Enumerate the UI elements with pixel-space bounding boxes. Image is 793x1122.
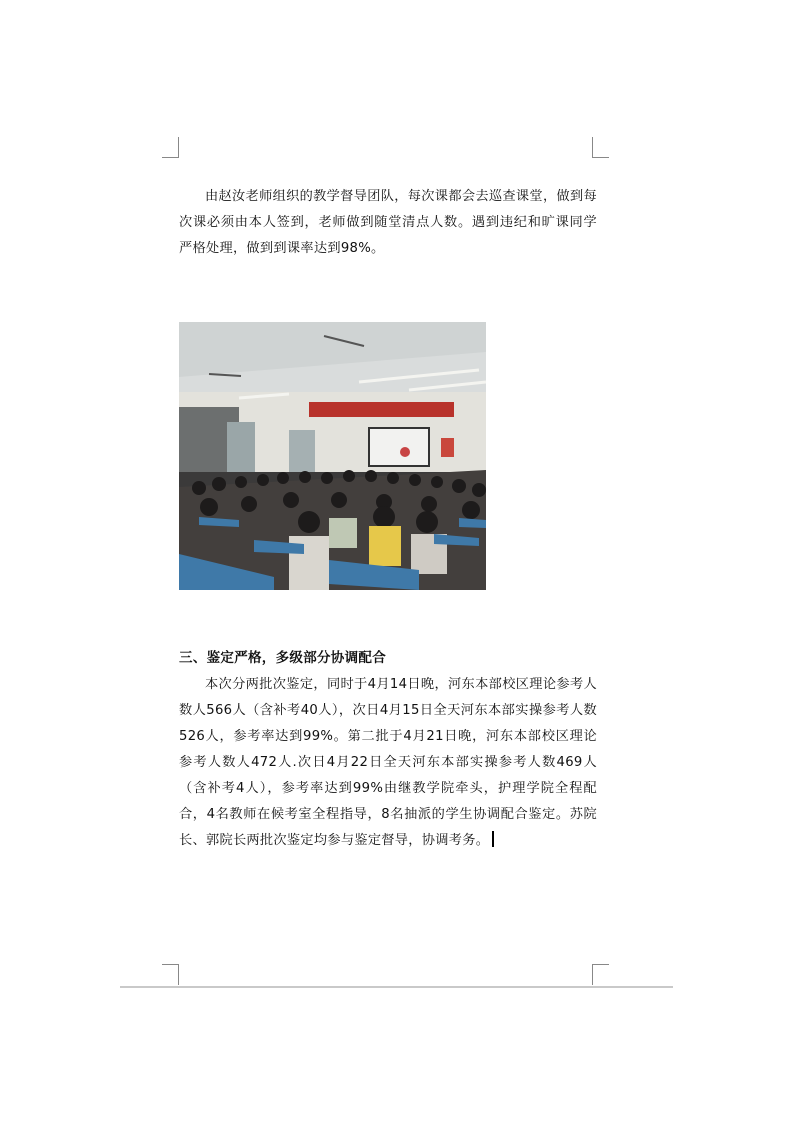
classroom-photo xyxy=(179,322,486,590)
section-heading: 三、鉴定严格，多级部分协调配合 xyxy=(179,650,386,666)
text-cursor xyxy=(492,831,494,847)
paragraph-attendance: 由赵汝老师组织的教学督导团队，每次课都会去巡查课堂，做到每次课必须由本人签到，老师做到随堂清点人数。遇到违纪和旷课同学严格处理，做到到课率达到98%。 xyxy=(179,189,597,256)
corner-mark-bottom-right xyxy=(592,964,609,985)
corner-mark-bottom-left xyxy=(162,964,179,985)
corner-mark-top-left xyxy=(162,137,179,158)
paragraph-assessment-text: 本次分两批次鉴定，同时于4月14日晚，河东本部校区理论参考人数人566人（含补考40人），次日4月15日全天河东本部实操参考人数526人，参考率达到99%。第二批于4月21日晚，河东本部校区理论参考人数人472人.次日4月22日全天河东本部实操参考人数469人（含补考4人），参考率达到99%由继教学院牵头，护理学院全程配合，4名教师在候考室全程指导，8名抽派的学生协调配合鉴定。苏院长、郭院长两批次鉴定均参与鉴定督导，协调考务。 xyxy=(179,677,597,848)
page-bottom-edge xyxy=(120,986,673,988)
paragraph-assessment xyxy=(179,672,597,854)
corner-mark-top-right xyxy=(592,137,609,158)
